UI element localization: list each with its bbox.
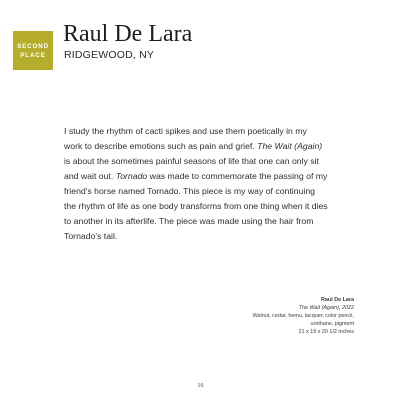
statement-line: to another in its afterlife. The piece was made using the hair from	[64, 216, 314, 226]
credit-artist: Raul De Lara	[321, 297, 354, 303]
credit-materials: urethane, pigment	[310, 321, 354, 327]
award-badge	[13, 31, 53, 70]
artwork-credit	[253, 296, 354, 336]
award-badge-line-1: SECOND	[17, 42, 49, 50]
statement-text: work to describe emotions such as pain and grief.	[64, 141, 258, 151]
statement-line: friend's horse named Tornado. This piece is my way of continuing	[64, 186, 315, 196]
credit-title: The Wait (Again), 2022	[298, 305, 354, 311]
credit-materials: Walnut, cedar, hemu, lacquer, color pencil,	[252, 313, 354, 319]
award-badge-line-2: PLACE	[20, 51, 46, 59]
statement-line	[64, 169, 334, 184]
artwork-title-mention: The Wait (Again)	[257, 141, 323, 151]
statement-text: was made to commemorate the passing of my	[147, 171, 328, 181]
page-number: 16	[197, 383, 204, 389]
statement-line: I study the rhythm of cacti spikes and use them poetically in my	[64, 126, 307, 136]
statement-line	[64, 139, 334, 154]
artist-name: Raul De Lara	[63, 21, 193, 47]
statement-line: Tornado's tail.	[64, 231, 118, 241]
statement-line: the rhythm of life as one body transforms from one thing when it dies	[64, 201, 328, 211]
artist-statement	[64, 124, 334, 244]
credit-dimensions: 21 x 19 x 20 1/2 inches	[298, 329, 354, 335]
statement-text: and wait out.	[64, 171, 116, 181]
statement-line: is about the sometimes painful seasons of life that one can only sit	[64, 156, 319, 166]
artist-location: RIDGEWOOD, NY	[64, 49, 155, 61]
artwork-title-mention: Tornado	[115, 171, 148, 181]
